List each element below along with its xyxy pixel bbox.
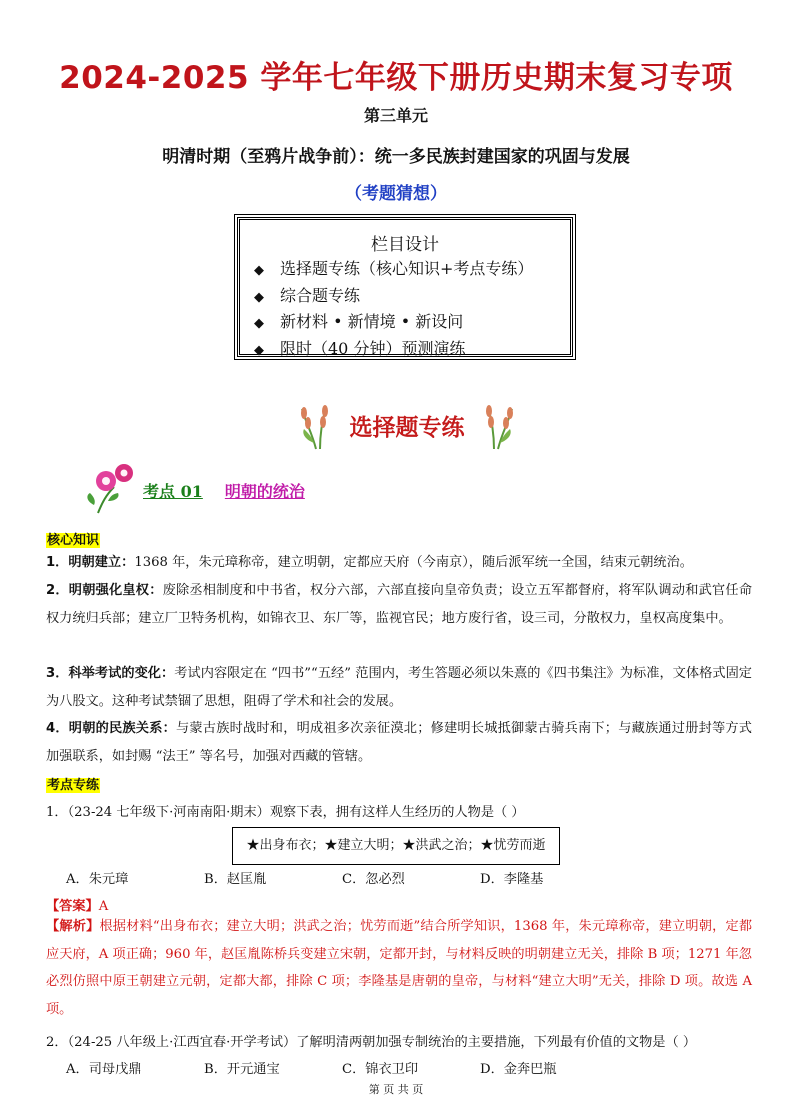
option-d: D．李隆基	[480, 872, 544, 887]
question-1-analysis: 【解析】根据材料“出身布衣；建立大明；洪武之治；忧劳而逝”结合所学知识，1368 年，朱元璋称帝，建立明朝，定都应天府，A 项正确；960 年，赵匡胤陈桥兵变建立宋朝，定都开封，与材料反映的明朝建立无关，排除 B 项；1271 年忽必烈仿照中原王朝建立元朝，定都大都，排除 C 项；李隆基是唐朝的皇帝，与材料“建立大明”无关，排除 D 项。故选 A 项。	[46, 919, 753, 1017]
option-c: C．锦衣卫印	[342, 1062, 419, 1077]
core-point-4: 4．明朝的民族关系：与蒙古族时战时和，明成祖多次亲征漠北；修建明长城抵御蒙古骑兵南下；与藏族通过册封等方式加强联系，如封赐 “法王” 等名号，加强对西藏的管辖。	[46, 721, 752, 764]
core-point-1: 1．明朝建立：1368 年，朱元璋称帝，建立明朝，定都应天府（今南京），随后派军统一全国，结束元朝统治。	[46, 555, 693, 570]
section-banner	[298, 403, 516, 451]
diamond-bullet-icon: ◆	[254, 289, 264, 305]
kaodian-id: 考点 01	[143, 482, 203, 501]
option-a: A．朱元璋	[66, 872, 129, 887]
option-b: B．赵匡胤	[204, 872, 267, 887]
core-point-3: 3．科举考试的变化：考试内容限定在 “四书”“五经” 范围内，考生答题必须以朱熹的《四书集注》为标准，文体格式固定为八股文。这种考试禁锢了思想，阻碍了学术和社会的发展。	[46, 666, 752, 709]
diamond-bullet-icon: ◆	[254, 316, 264, 331]
question-1-material-box: ★出身布衣；★建立大明；★洪武之治；★忧劳而逝	[232, 827, 560, 865]
banner-title: 选择题专练	[349, 415, 465, 441]
column-design-box	[237, 217, 573, 357]
column-box-title: 栏目设计	[371, 235, 439, 255]
guess-label: （考题猜想）	[345, 184, 447, 204]
option-c: C．忽必烈	[342, 872, 405, 887]
question-1-options	[66, 868, 618, 887]
practice-label: 考点专练	[47, 778, 100, 793]
core-point-2: 2．明朝强化皇权：废除丞相制度和中书省，权分六部，六部直接向皇帝负责；设立五军都督府，将军队调动和武官任命权力统归兵部；建立厂卫特务机构，如锦衣卫、东厂等，监视官民；地方废行省，设三司，分散权力，皇权高度集中。	[46, 583, 753, 626]
kaodian-heading	[143, 479, 305, 502]
document-title: 2024-2025 学年七年级下册历史期末复习专项	[59, 60, 733, 96]
flower-icon	[84, 461, 138, 515]
unit-subtitle: 明清时期（至鸦片战争前）：统一多民族封建国家的巩固与发展	[162, 147, 630, 167]
question-1-stem: 1．（23-24 七年级下·河南南阳·期末）观察下表，拥有这样人生经历的人物是（ ）	[46, 805, 525, 820]
question-2-options	[66, 1058, 618, 1077]
question-2-stem: 2．（24-25 八年级上·江西宜春·开学考试）了解明清两朝加强专制统治的主要措施，下列最有价值的文物是（ ）	[46, 1035, 697, 1050]
column-box-list	[240, 257, 570, 363]
list-item: ◆ 综合题专练	[254, 284, 570, 311]
option-d: D．金奔巴瓶	[480, 1062, 557, 1077]
list-item: ◆ 限时（40 分钟）预测演练	[254, 337, 570, 364]
kaodian-title: 明朝的统治	[224, 482, 305, 501]
list-item: ◆ 选择题专练（核心知识+考点专练）	[254, 257, 570, 284]
question-1-answer: 【答案】A	[46, 899, 109, 914]
diamond-bullet-icon: ◆	[254, 342, 264, 358]
option-b: B．开元通宝	[204, 1062, 280, 1077]
unit-heading: 第三单元	[363, 106, 428, 125]
page-footer: 第 页 共 页	[368, 1083, 424, 1096]
diamond-bullet-icon: ◆	[254, 263, 264, 278]
list-item: ◆ 新材料 • 新情境 • 新设问	[254, 310, 570, 337]
core-knowledge-label: 核心知识	[47, 533, 100, 548]
option-a: A．司母戊鼎	[66, 1062, 142, 1077]
